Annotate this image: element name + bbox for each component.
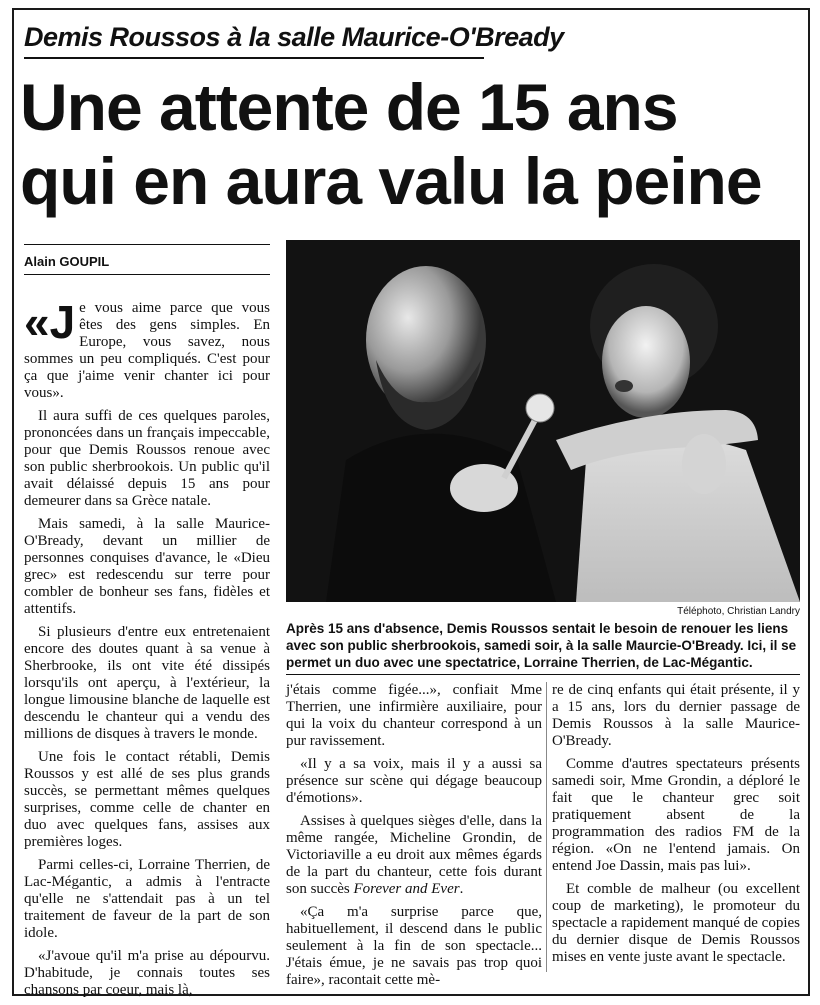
paragraph: Et comble de malheur (ou excellent coup de marketing), le promoteur du spectacle a rapidement manqué de copies du dernier disque de Demis Roussos mises en vente juste avant le spectacle. <box>552 881 800 965</box>
column-divider <box>546 682 547 972</box>
headline-line-1: Une attente de 15 ans <box>20 70 678 144</box>
paragraph: Mais samedi, à la salle Maurice-O'Bready, devant un millier de personnes conquises d'avance, le «Dieu grec» est redescendu sur terre pour combler de bonheur ses fans, fidèles et attentifs. <box>24 516 270 617</box>
caption-rule <box>286 674 800 675</box>
song-title: Forever and Ever <box>353 881 460 897</box>
paragraph: Il aura suffi de ces quelques paroles, prononcées dans un français impeccable, pour que Demis Roussos renoue avec son public sherbrookois. Un public qu'il avait délaissé depuis 15 ans pour demeurer dans sa Grèce natale. <box>24 408 270 509</box>
article-column-3 <box>552 682 800 972</box>
kicker-title: Demis Roussos à la salle Maurice-O'Bready <box>24 22 484 59</box>
paragraph: re de cinq enfants qui était présente, il y a 15 ans, lors du dernier passage de Demis Roussos à la salle Maurice-O'Bready. <box>552 682 800 749</box>
paragraph: Parmi celles-ci, Lorraine Therrien, de Lac-Mégantic, a admis à l'entracte qu'elle ne s'attendait pas à un tel traitement de faveur de la part de son idole. <box>24 857 270 941</box>
headline-line-2: qui en aura valu la peine <box>20 144 762 218</box>
paragraph: «Ça m'a surprise parce que, habituellement, il descend dans le public seulement à la fin de son spectacle... J'étais émue, je ne savais pas trop quoi faire», racontait cette mè- <box>286 904 542 988</box>
concert-photo <box>286 240 800 602</box>
paragraph: «Il y a sa voix, mais il y a aussi sa présence sur scène qui dégage beaucoup d'émotions». <box>286 756 542 806</box>
paragraph: Si plusieurs d'entre eux entretenaient encore des doutes quant à sa venue à Sherbrooke, ils ont vite été dissipés lorsqu'ils ont aperçu, à l'extérieur, la longue limousine blanche de laquelle est descendu le chanteur qui a vendu des millions de disques à travers le monde. <box>24 624 270 742</box>
paragraph: Comme d'autres spectateurs présents samedi soir, Mme Grondin, a déploré le fait que le chanteur grec soit pratiquement absent de la programmation des radios FM de la région. «On ne l'entend jamais. On entend Joe Dassin, mais pas lui». <box>552 756 800 874</box>
paragraph: Assises à quelques sièges d'elle, dans la même rangée, Micheline Grondin, de Victoriaville a eu droit aux mêmes égards de la part du chanteur, cette fois durant son succès Forever and Ever. <box>286 813 542 897</box>
paragraph: «J'avoue qu'il m'a prise au dépourvu. D'habitude, je connais toutes ses chansons par coeur, mais là, <box>24 948 270 998</box>
paragraph: j'étais comme figée...», confiait Mme Therrien, une infirmière auxiliaire, pour qui la voix du chanteur correspond à un pur ravissement. <box>286 682 542 749</box>
byline-rule-bottom <box>24 274 270 275</box>
article-column-1 <box>24 296 270 1005</box>
drop-cap: «J <box>24 296 76 348</box>
byline: Alain GOUPIL <box>24 254 110 269</box>
paragraph: Une fois le contact rétabli, Demis Roussos y est allé de ses plus grands succès, se permettant mêmes quelques surprises, comme celle de chanter en duo avec quelques fans, assises aux premières loges. <box>24 749 270 850</box>
article-column-2 <box>286 682 542 995</box>
photo-caption: Après 15 ans d'absence, Demis Roussos sentait le besoin de renouer les liens avec son public sherbrookois, samedi soir, à la salle Maurcie-O'Bready. Ici, il se permet un duo avec une spectatrice, Lorraine Therrien, de Lac-Mégantic. <box>286 621 797 670</box>
photo-credit: Téléphoto, Christian Landry <box>677 606 800 617</box>
headline <box>20 70 800 218</box>
byline-rule-top <box>24 244 270 245</box>
paragraph: «Je vous aime parce que vous êtes des gens simples. En Europe, vous savez, nous sommes un peu compliqués. C'est pour ça que j'aime venir chanter ici pour vous». <box>24 296 270 401</box>
